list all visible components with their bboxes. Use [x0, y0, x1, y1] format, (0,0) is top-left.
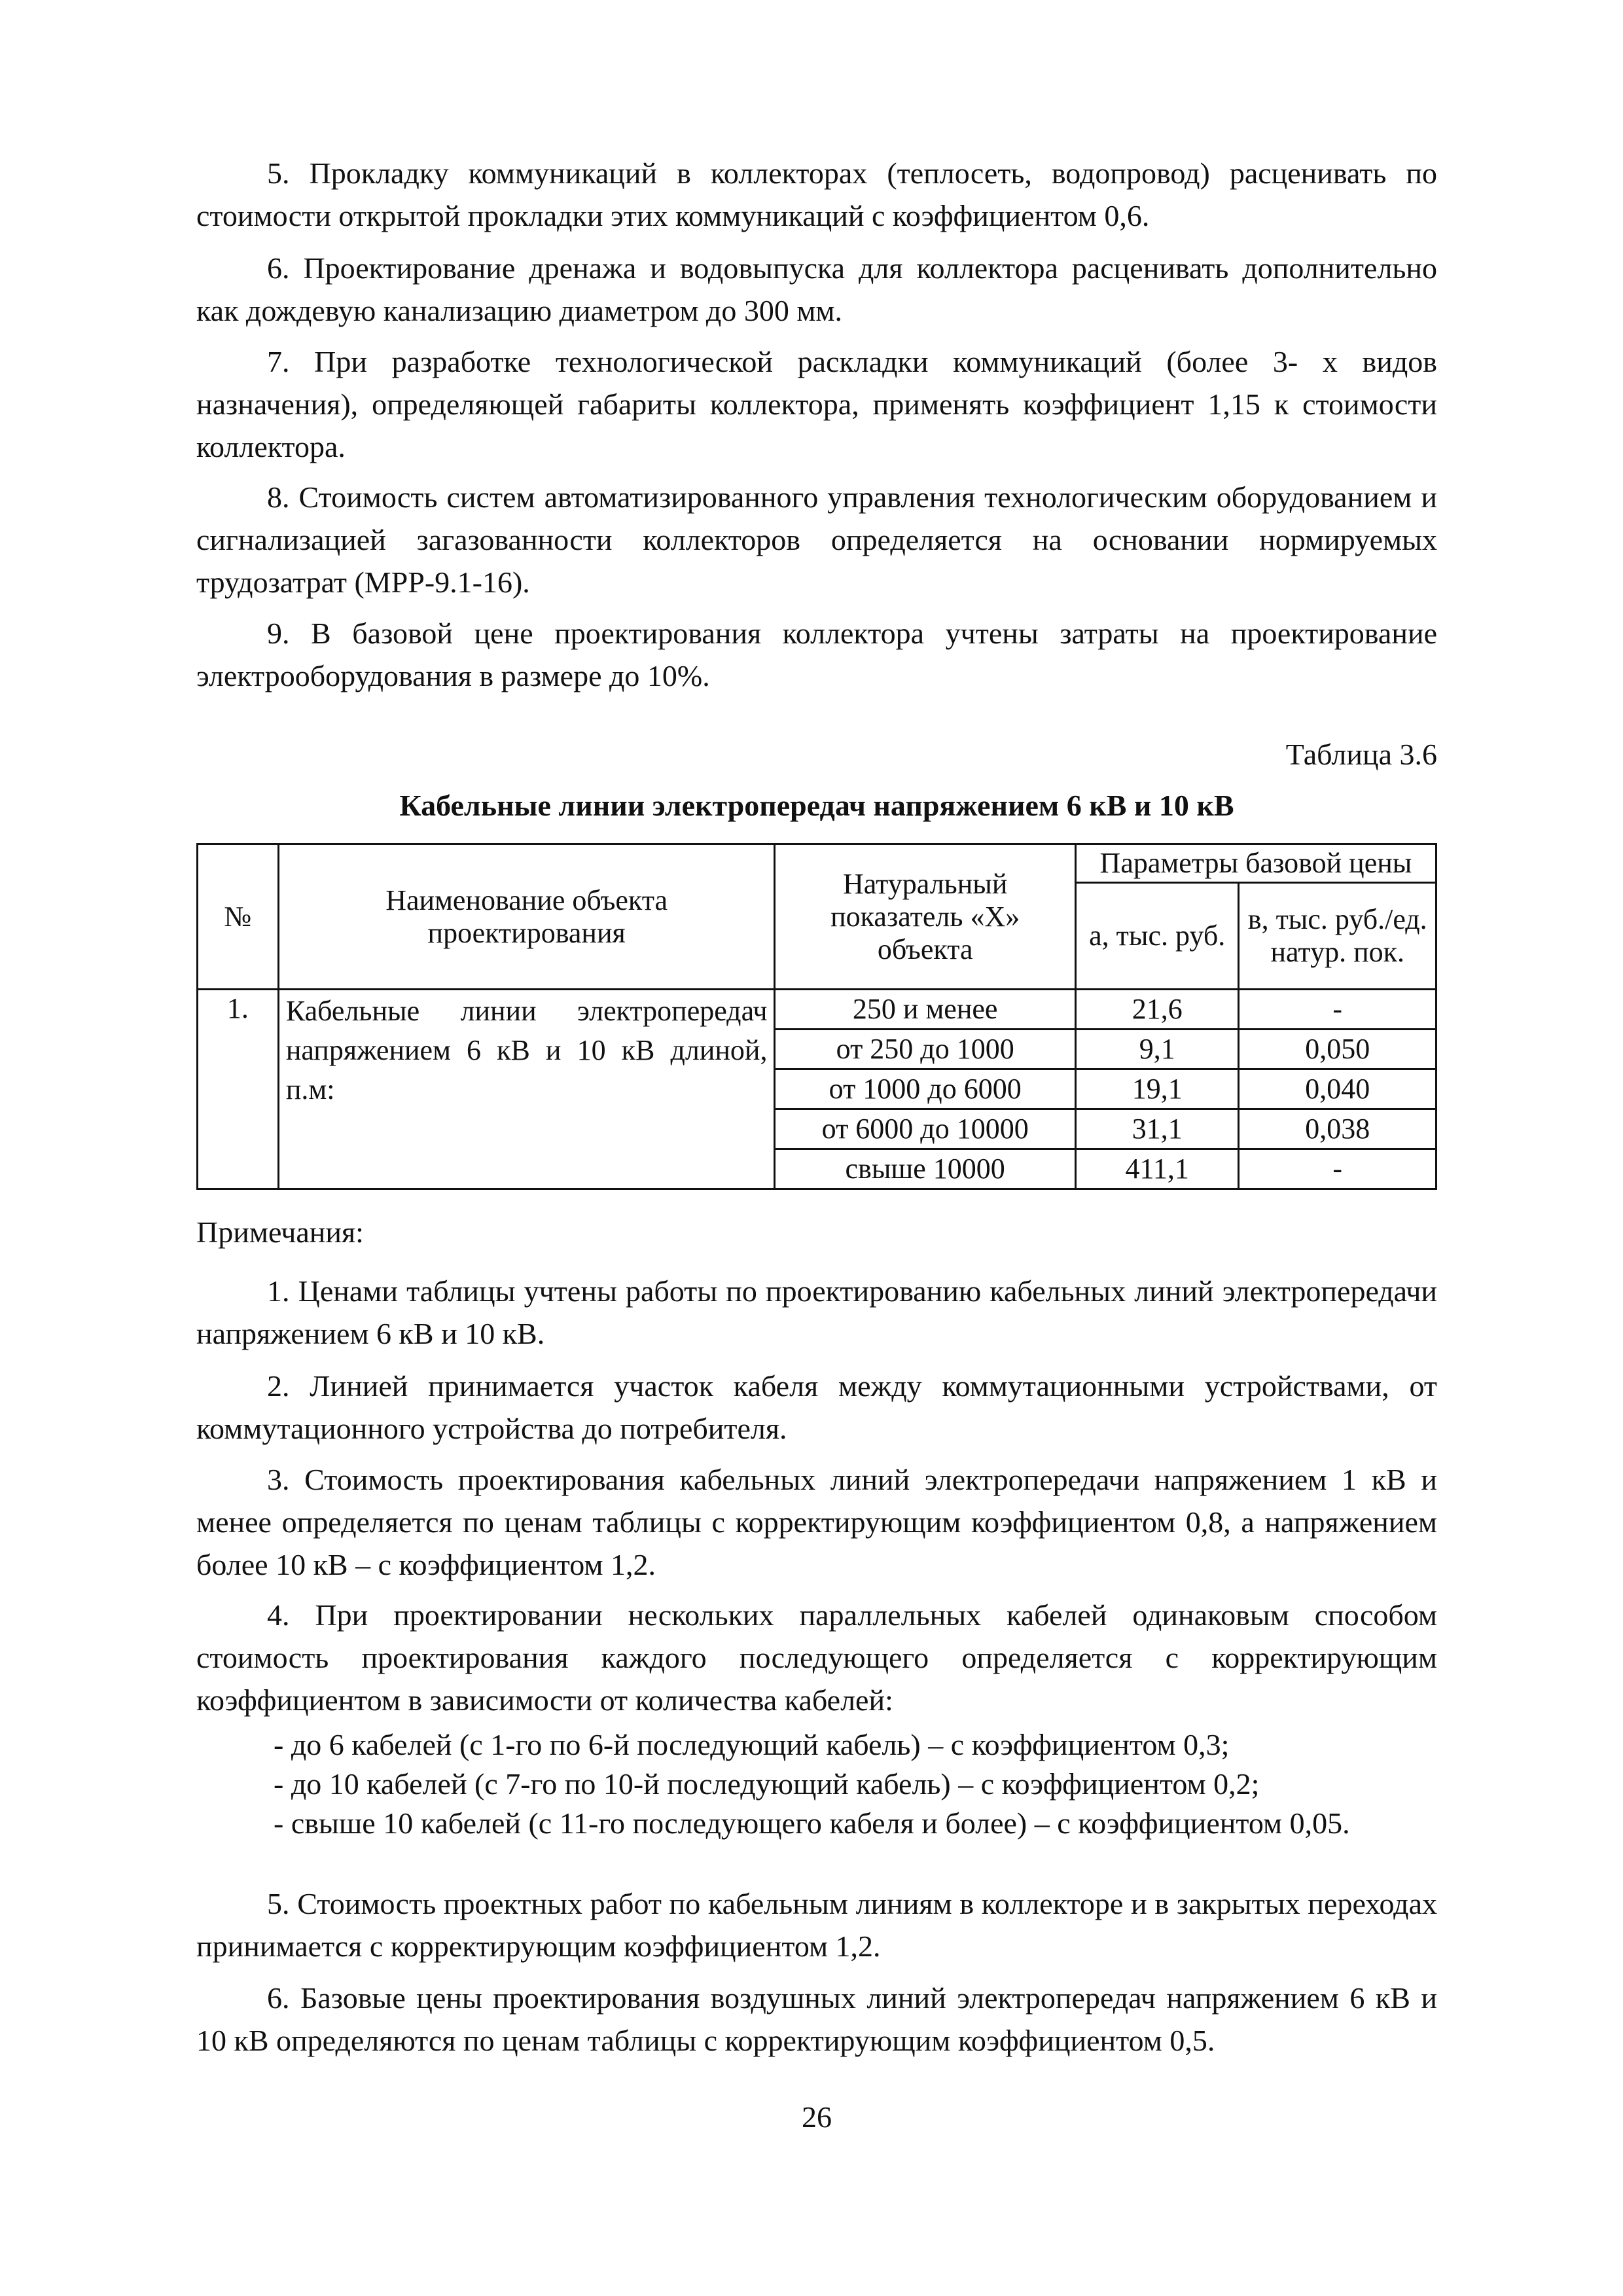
cell-b: 0,040 — [1239, 1069, 1436, 1109]
header-b: в, тыс. руб./ед. натур. пок. — [1239, 883, 1436, 990]
cell-a: 411,1 — [1075, 1149, 1239, 1189]
header-params: Параметры базовой цены — [1075, 844, 1436, 883]
dash-item: - свыше 10 кабелей (с 11-го последующего кабеля и более) – с коэффициентом 0,05. — [274, 1806, 1350, 1840]
note-5: 5. Стоимость проектных работ по кабельным линиям в коллекторе и в закрытых переходах принимается с корректирующим коэффициентом 1,2. — [196, 1887, 1437, 1963]
cell-a: 19,1 — [1075, 1069, 1239, 1109]
table-title: Кабельные линии электропередач напряжением 6 кВ и 10 кВ — [399, 789, 1234, 822]
cell-x: свыше 10000 — [775, 1149, 1075, 1189]
dash-item: - до 6 кабелей (с 1-го по 6-й последующий кабель) – с коэффициентом 0,3; — [274, 1728, 1230, 1761]
price-table — [196, 843, 1437, 1190]
cell-b: - — [1239, 990, 1436, 1030]
cell-a: 31,1 — [1075, 1109, 1239, 1149]
cell-b: - — [1239, 1149, 1436, 1189]
cell-b: 0,038 — [1239, 1109, 1436, 1149]
table-label: Таблица 3.6 — [1285, 738, 1437, 771]
paragraph-9: 9. В базовой цене проектирования коллектора учтены затраты на проектирование электрооборудования в размере до 10%. — [196, 617, 1437, 692]
note-4: 4. При проектировании нескольких параллельных кабелей одинаковым способом стоимость проектирования каждого последующего определяется с корректирующим коэффициентом в зависимости от количества кабелей: — [196, 1598, 1437, 1717]
note-6: 6. Базовые цены проектирования воздушных линий электропередач напряжением 6 кВ и 10 кВ определяются по ценам таблицы с корректирующим коэффициентом 0,5. — [196, 1981, 1437, 2057]
header-name: Наименование объекта проектирования — [278, 844, 775, 990]
header-a: а, тыс. руб. — [1075, 883, 1239, 990]
cell-b: 0,050 — [1239, 1030, 1436, 1069]
paragraph-8: 8. Стоимость систем автоматизированного управления технологическим оборудованием и сигнализацией загазованности коллекторов определяется на основании нормируемых трудозатрат (МРР-9.1-16). — [196, 480, 1437, 599]
cell-a: 9,1 — [1075, 1030, 1239, 1069]
cell-x: от 1000 до 6000 — [775, 1069, 1075, 1109]
note-1: 1. Ценами таблицы учтены работы по проектированию кабельных линий электропередачи напряжением 6 кВ и 10 кВ. — [196, 1274, 1437, 1350]
notes-heading: Примечания: — [196, 1215, 364, 1249]
cell-a: 21,6 — [1075, 990, 1239, 1030]
cell-x: от 6000 до 10000 — [775, 1109, 1075, 1149]
dash-item: - до 10 кабелей (с 7-го по 10-й последующий кабель) – с коэффициентом 0,2; — [274, 1767, 1260, 1801]
paragraph-5: 5. Прокладку коммуникаций в коллекторах (теплосеть, водопровод) расценивать по стоимости открытой прокладки этих коммуникаций с коэффициентом 0,6. — [196, 156, 1437, 232]
paragraph-6: 6. Проектирование дренажа и водовыпуска для коллектора расценивать дополнительно как дождевую канализацию диаметром до 300 мм. — [196, 251, 1437, 327]
paragraph-7: 7. При разработке технологической раскладки коммуникаций (более 3- х видов назначения), определяющей габариты коллектора, применять коэффициент 1,15 к стоимости коллектора. — [196, 345, 1437, 463]
cell-x: от 250 до 1000 — [775, 1030, 1075, 1069]
header-indicator: Натуральный показатель «Х» объекта — [775, 844, 1075, 990]
table-row — [198, 990, 1436, 1030]
row-number: 1. — [198, 990, 279, 1189]
header-num: № — [198, 844, 279, 990]
note-3: 3. Стоимость проектирования кабельных линий электропередачи напряжением 1 кВ и менее определяется по ценам таблицы с корректирующим коэффициентом 0,8, а напряжением более 10 кВ – с коэффициентом 1,2. — [196, 1463, 1437, 1581]
cell-x: 250 и менее — [775, 990, 1075, 1030]
note-2: 2. Линией принимается участок кабеля между коммутационными устройствами, от коммутационного устройства до потребителя. — [196, 1369, 1437, 1445]
page-number: 26 — [802, 2100, 832, 2134]
row-object-name: Кабельные линии электропередач напряжением 6 кВ и 10 кВ длиной, п.м: — [278, 990, 775, 1189]
header-row-1 — [198, 844, 1436, 883]
